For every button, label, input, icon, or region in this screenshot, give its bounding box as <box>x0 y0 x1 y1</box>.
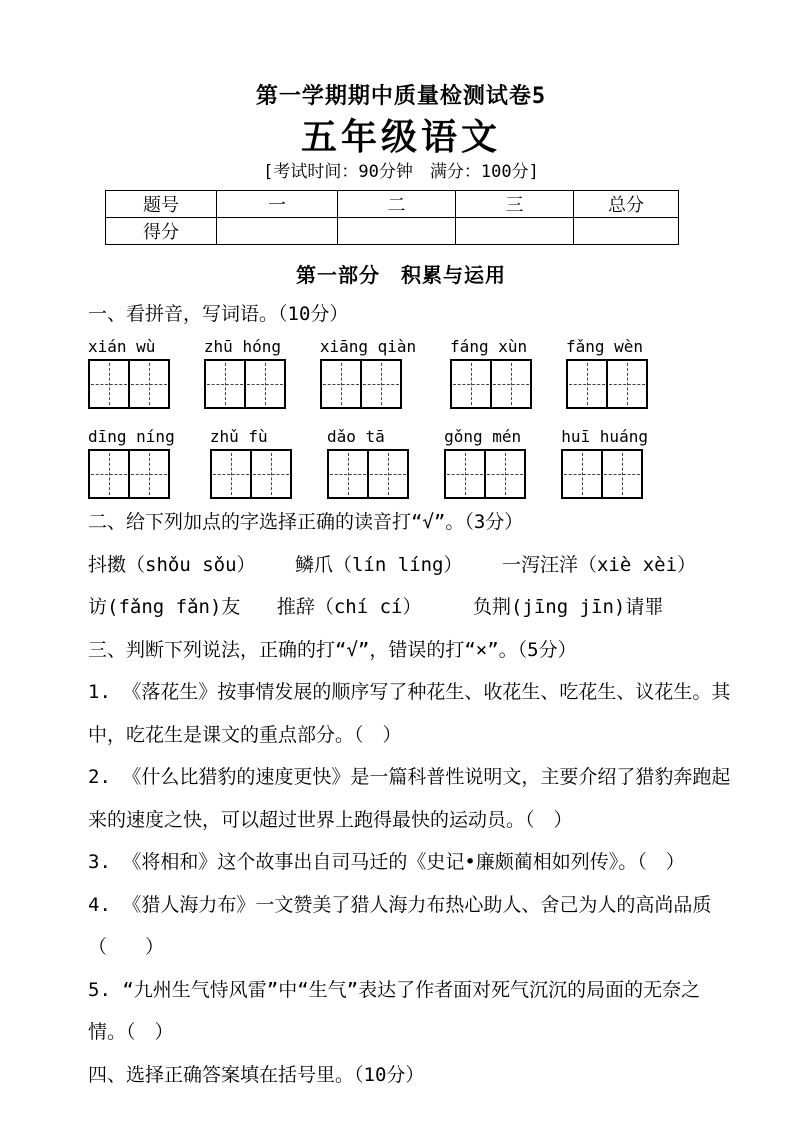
pinyin-row-2 <box>88 427 648 499</box>
statement-4-line-1: 4. 《猎人海力布》一文赞美了猎人海力布热心助人、舍己为人的高尚品质 <box>88 893 712 916</box>
writing-grid[interactable] <box>204 359 286 409</box>
pron-choice: 推辞（chí cí） <box>276 596 422 618</box>
pron-choice: 负荆(jīng jīn)请罪 <box>472 596 664 618</box>
writing-grid[interactable] <box>561 449 643 499</box>
writing-grid[interactable] <box>444 449 526 499</box>
score-cell-3[interactable] <box>456 218 574 245</box>
pinyin-item <box>320 337 416 409</box>
statement-5-line-1: 5. “九州生气恃风雷”中“生气”表达了作者面对死气沉沉的局面的无奈之 <box>88 978 701 1001</box>
score-table <box>105 190 679 245</box>
pinyin-item <box>561 427 648 499</box>
statement-4-line-2: （ ） <box>88 936 165 958</box>
pinyin-label: fáng xùn <box>450 337 528 356</box>
statement-1-line-1: 1. 《落花生》按事情发展的顺序写了种花生、收花生、吃花生、议花生。其 <box>88 681 731 703</box>
pron-choice: 访(fǎng fǎn)友 <box>88 596 241 618</box>
pinyin-label: dǎo tā <box>326 427 385 446</box>
score-cell-total[interactable] <box>574 218 679 245</box>
pinyin-label: zhǔ fù <box>209 427 268 446</box>
writing-grid[interactable] <box>88 359 170 409</box>
pron-choice: 一泻汪洋（xiè xèi） <box>501 553 697 576</box>
pinyin-label: fǎng wèn <box>565 337 644 356</box>
score-table-label: 题号 <box>106 191 217 218</box>
pinyin-label: gǒng mén <box>444 427 522 446</box>
writing-grid[interactable] <box>450 359 532 409</box>
pron-choice: 鳞爪（lín líng） <box>294 553 463 576</box>
pinyin-item <box>327 427 409 499</box>
pinyin-label: xián wù <box>88 337 156 356</box>
section4-heading: 四、选择正确答案填在括号里。（10分） <box>88 1063 425 1086</box>
body-text <box>88 501 731 1096</box>
pinyin-item <box>566 337 648 409</box>
pron-choice: 抖擞（shǒu sǒu） <box>88 553 256 576</box>
score-table-score-row <box>106 218 679 245</box>
pinyin-label: huī huáng <box>561 427 648 446</box>
writing-grid[interactable] <box>88 449 170 499</box>
pinyin-label: dīng níng <box>88 427 175 446</box>
section2-line2 <box>88 586 714 629</box>
score-cell-1[interactable] <box>217 218 338 245</box>
writing-grid[interactable] <box>320 359 402 409</box>
writing-grid[interactable] <box>327 449 409 499</box>
page-title: 第一学期期中质量检测试卷5 <box>255 84 547 109</box>
writing-grid[interactable] <box>210 449 292 499</box>
page-subtitle: 五年级语文 <box>300 117 501 158</box>
section2-heading: 二、给下列加点的字选择正确的读音打“√”。（3分） <box>88 511 524 533</box>
score-table-col-1: 一 <box>217 191 338 218</box>
statement-5-line-2: 情。（ ） <box>88 1021 174 1043</box>
score-table-col-total: 总分 <box>574 191 679 218</box>
pinyin-label: xiāng qiàn <box>319 337 417 356</box>
section3-heading: 三、判断下列说法，正确的打“√”，错误的打“×”。（5分） <box>88 638 577 661</box>
score-row-label: 得分 <box>106 218 217 245</box>
pinyin-item <box>450 337 532 409</box>
pinyin-label: zhū hóng <box>203 337 281 356</box>
pinyin-item <box>204 337 286 409</box>
pinyin-item <box>210 427 292 499</box>
section1-heading: 一、看拼音，写词语。（10分） <box>88 303 349 325</box>
statement-3-line-1: 3. 《将相和》这个故事出自司马迁的《史记•廉颇蔺相如列传》。（ ） <box>88 851 685 873</box>
statement-2-line-1: 2. 《什么比猎豹的速度更快》是一篇科普性说明文，主要介绍了猎豹奔跑起 <box>88 766 731 788</box>
pinyin-row-1 <box>88 337 648 409</box>
section2-line1 <box>88 544 714 587</box>
pinyin-item <box>444 427 526 499</box>
part1-heading: 第一部分 积累与运用 <box>296 263 506 287</box>
exam-info: [考试时间：90分钟 满分：100分] <box>263 162 539 182</box>
score-table-col-3: 三 <box>456 191 574 218</box>
writing-grid[interactable] <box>566 359 648 409</box>
pinyin-item <box>88 337 170 409</box>
score-table-header-row <box>106 191 679 218</box>
score-table-col-2: 二 <box>338 191 456 218</box>
pinyin-item <box>88 427 175 499</box>
score-cell-2[interactable] <box>338 218 456 245</box>
statement-1-line-2: 中，吃花生是课文的重点部分。（ ） <box>88 723 402 746</box>
statement-2-line-2: 来的速度之快，可以超过世界上跑得最快的运动员。（ ） <box>88 808 573 831</box>
